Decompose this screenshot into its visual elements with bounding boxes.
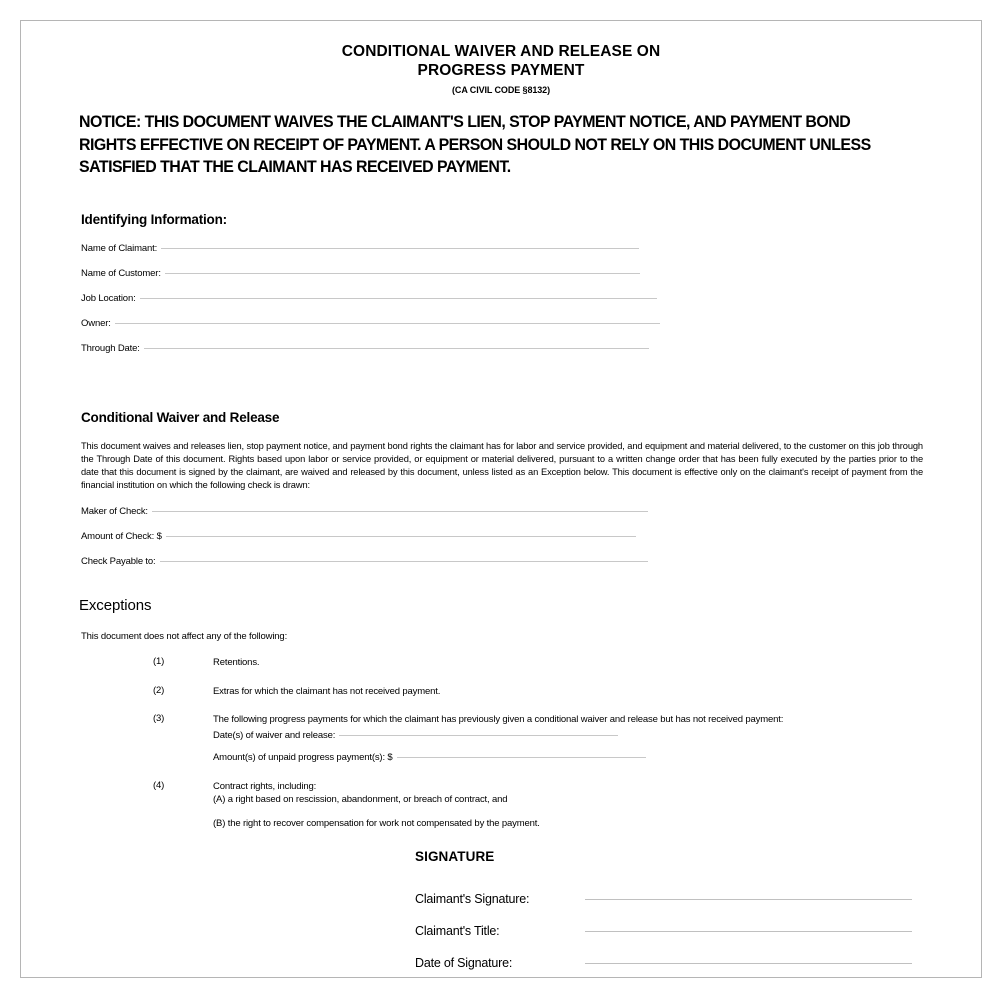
- exception-item-3: [21, 713, 981, 765]
- input-amount-of-check[interactable]: [166, 536, 636, 537]
- field-row-date-of-signature[interactable]: [21, 956, 981, 988]
- field-row-date-of-waiver[interactable]: [213, 729, 921, 743]
- exception-number-2: (2): [153, 684, 165, 696]
- exception-4-subline-b: (B) the right to recover compensation for work not compensated by the payment.: [213, 817, 540, 829]
- exception-body-3: [213, 713, 981, 765]
- input-check-payable-to[interactable]: [160, 561, 648, 562]
- label-owner: Owner:: [81, 317, 111, 329]
- field-row-name-of-customer[interactable]: [81, 268, 981, 293]
- label-maker-of-check: Maker of Check:: [81, 506, 148, 518]
- field-row-claimant-signature[interactable]: [21, 892, 981, 924]
- exception-item-4: [21, 780, 981, 831]
- label-name-of-claimant: Name of Claimant:: [81, 242, 158, 254]
- document-page: [20, 20, 982, 978]
- exception-item-1: [21, 656, 981, 670]
- label-name-of-customer: Name of Customer:: [81, 267, 161, 279]
- input-name-of-customer[interactable]: [165, 273, 640, 274]
- exception-4-subline-a: (A) a right based on rescission, abandonment, or breach of contract, and: [213, 794, 508, 806]
- input-date-of-waiver[interactable]: [339, 735, 618, 736]
- identifying-information-fields: [81, 243, 981, 368]
- field-row-amount-of-check[interactable]: [81, 531, 981, 556]
- signature-heading: SIGNATURE: [415, 849, 495, 865]
- input-maker-of-check[interactable]: [152, 511, 648, 512]
- exceptions-list: [21, 656, 981, 830]
- exception-text-4: Contract rights, including:: [213, 780, 317, 792]
- signature-fields: [21, 892, 981, 988]
- exception-number-3: (3): [153, 713, 165, 725]
- title-block: [21, 21, 981, 95]
- input-amount-unpaid-progress[interactable]: [397, 757, 646, 758]
- notice-statement: NOTICE: THIS DOCUMENT WAIVES THE CLAIMANT'S LIEN, STOP PAYMENT NOTICE, AND PAYMENT BOND RIGHTS EFFECTIVE ON RECEIPT OF PAYMENT. A PERSON SHOULD NOT RELY ON THIS DOCUMENT UNLESS SATISFIED THAT THE CLAIMANT HAS RECEIVED PAYMENT.: [79, 113, 871, 176]
- field-row-job-location[interactable]: [81, 293, 981, 318]
- check-fields: [81, 506, 981, 581]
- field-row-amount-unpaid-progress[interactable]: [213, 751, 921, 765]
- label-claimant-title: Claimant's Title:: [415, 924, 500, 939]
- civil-code-reference: (CA CIVIL CODE §8132): [452, 85, 550, 95]
- field-row-maker-of-check[interactable]: [81, 506, 981, 531]
- document-title: [21, 42, 981, 80]
- field-row-claimant-title[interactable]: [21, 924, 981, 956]
- document-title-line-1: CONDITIONAL WAIVER AND RELEASE ON: [341, 43, 661, 60]
- label-amount-of-check: Amount of Check: $: [81, 531, 162, 543]
- exception-item-2: [21, 685, 981, 699]
- input-through-date[interactable]: [144, 348, 649, 349]
- input-claimant-signature[interactable]: [585, 899, 912, 900]
- label-through-date: Through Date:: [81, 342, 140, 354]
- label-check-payable-to: Check Payable to:: [81, 556, 156, 568]
- conditional-waiver-body: This document waives and releases lien, stop payment notice, and payment bond rights the claimant has for labor and service provided, and equipment and material delivered, to the customer on this job through the Through Date of this document. Rights based upon labor or service provided, or equipment or material delivered, pursuant to a written change order that has been fully executed by the parties prior to the date that this document is signed by the claimant, are waived and released by this document, unless listed as an Exception below. This document is effective only on the claimant's receipt of payment from the financial institution on which the following check is drawn:: [81, 440, 923, 491]
- exception-body-4: [213, 780, 981, 831]
- input-claimant-title[interactable]: [585, 931, 912, 932]
- exception-text-1: Retentions.: [213, 657, 260, 669]
- input-date-of-signature[interactable]: [585, 963, 912, 964]
- input-owner[interactable]: [115, 323, 660, 324]
- exception-number-4: (4): [153, 779, 165, 791]
- field-row-owner[interactable]: [81, 318, 981, 343]
- field-row-through-date[interactable]: [81, 343, 981, 368]
- input-name-of-claimant[interactable]: [161, 248, 639, 249]
- label-date-of-waiver: Date(s) of waiver and release:: [213, 729, 336, 741]
- label-date-of-signature: Date of Signature:: [415, 956, 513, 971]
- label-job-location: Job Location:: [81, 292, 136, 304]
- exceptions-heading: Exceptions: [79, 597, 152, 615]
- field-row-check-payable-to[interactable]: [81, 556, 981, 581]
- identifying-information-heading: Identifying Information:: [81, 211, 227, 227]
- field-row-name-of-claimant[interactable]: [81, 243, 981, 268]
- document-body: [21, 21, 981, 977]
- exceptions-lead-text: This document does not affect any of the following:: [81, 631, 288, 643]
- input-job-location[interactable]: [140, 298, 657, 299]
- exception-text-3: The following progress payments for which the claimant has previously given a conditional waiver and release but has not received payment:: [213, 714, 784, 726]
- label-amount-unpaid-progress: Amount(s) of unpaid progress payment(s): $: [213, 752, 393, 764]
- exception-3-subfields: [213, 729, 921, 765]
- exception-text-2: Extras for which the claimant has not received payment.: [213, 685, 441, 697]
- document-title-line-2: PROGRESS PAYMENT: [417, 62, 585, 79]
- exception-number-1: (1): [153, 656, 165, 668]
- conditional-waiver-heading: Conditional Waiver and Release: [81, 409, 280, 425]
- label-claimant-signature: Claimant's Signature:: [415, 892, 530, 907]
